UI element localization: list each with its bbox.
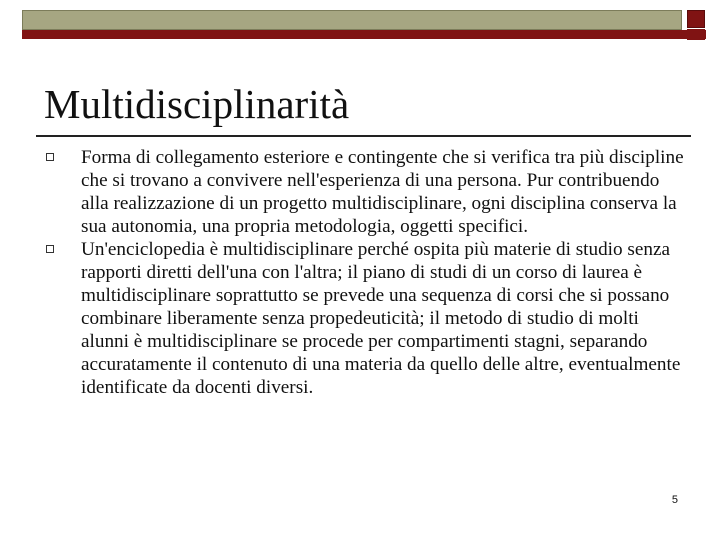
hollow-square-icon xyxy=(46,245,54,253)
page-number: 5 xyxy=(671,494,678,506)
header-corner-square-outline xyxy=(687,29,705,40)
header-corner-square xyxy=(687,10,705,28)
header-band-maroon xyxy=(22,30,706,39)
bullet-list xyxy=(44,146,684,399)
hollow-square-icon xyxy=(46,153,54,161)
slide-title: Multidisciplinarità xyxy=(44,81,350,127)
title-divider xyxy=(36,135,691,137)
header-band-olive xyxy=(22,10,682,30)
bullet-item xyxy=(44,146,684,238)
bullet-text: Un'enciclopedia è multidisciplinare perché ospita più materie di studio senza rapporti diretti dell'una con l'altra; il piano di studi di un corso di laurea è multidisciplinare soprattutto se prevede una sequenza di corsi che si possano combinare liberamente senza propedeuticità; il metodo di studio di molti alunni è multidisciplinare se procede per compartimenti stagni, separando accuratamente il contenuto di una materia da quello delle altre, eventualmente identificate da docenti diversi. xyxy=(81,239,681,398)
bullet-text: Forma di collegamento esteriore e contingente che si verifica tra più discipline che si trovano a convivere nell'esperienza di una persona. Pur contribuendo alla realizzazione di un progetto multidisciplinare, ogni disciplina conserva la sua autonomia, una propria metodologia, oggetti specifici. xyxy=(81,147,684,237)
bullet-item xyxy=(44,238,684,399)
